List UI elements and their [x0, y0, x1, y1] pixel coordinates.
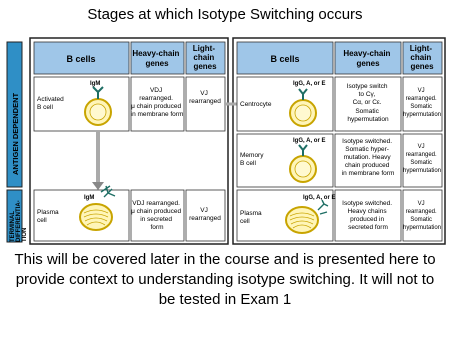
right-row3-light-line: hypermutation: [402, 225, 442, 231]
left-row1-light-line: VJ: [200, 90, 208, 97]
left-row1-heavy-line: in membrane form: [130, 111, 184, 118]
right-row1-heavy-line: to Cγ,: [358, 91, 376, 98]
right-row2-light-line: VJ: [417, 144, 425, 150]
right-row1-light-line: hypermutation: [402, 112, 442, 118]
right-row3-label-line: cell: [240, 218, 250, 225]
left-header-light-line: Light-: [192, 44, 215, 53]
right-row1-heavy-line: Isotype switch: [346, 83, 388, 90]
right-row2-heavy-text: [342, 138, 395, 177]
right-row2-ig: IgG, A, or E: [293, 138, 326, 144]
left-header-light-line: genes: [193, 62, 217, 71]
left-row1-heavy-line: rearranged.: [139, 95, 173, 102]
left-header-light-label: [193, 44, 217, 71]
left-row1-heavy-line: VDJ: [149, 87, 163, 94]
right-row1-label: Centrocyte: [240, 101, 272, 108]
right-row3-light-line: Somatic: [410, 217, 433, 223]
right-row3-heavy-line: secreted form: [348, 224, 388, 231]
right-row1-light-line: rearranged.: [405, 96, 437, 102]
left-row2-label-line: Plasma: [37, 209, 59, 216]
caption-note: This will be covered later in the course and is presented here to provide context to understanding isotype switching. It will not to be tested in Exam 1: [14, 251, 436, 308]
left-row1-heavy-line: μ chain produced: [131, 103, 182, 110]
phase-label-antigen-dependent: ANTIGEN DEPENDENT: [11, 92, 20, 175]
right-row3-light-line: rearranged.: [405, 209, 437, 215]
right-row3-label-line: Plasma: [240, 210, 262, 217]
right-header-cells-label: B cells: [270, 54, 300, 64]
left-row2-light-line: rearranged: [189, 215, 221, 222]
right-row1-light-line: VJ: [417, 88, 425, 94]
right-row1-heavy-line: Somatic: [355, 108, 379, 115]
right-header-light-label: [410, 44, 434, 71]
right-row1-heavy-line: Cα, or Cε.: [352, 99, 382, 106]
right-row3-heavy-line: Heavy chains: [347, 208, 387, 215]
right-header-heavy-line: Heavy-chain: [343, 49, 391, 58]
left-row2-light-line: VJ: [200, 207, 208, 214]
right-row2-heavy-line: Isotype switched.: [342, 138, 393, 145]
left-row2-heavy-line: μ chain produced: [131, 208, 182, 215]
right-header-light-line: Light-: [409, 44, 432, 53]
right-header-light-line: chain: [410, 53, 432, 62]
left-row2-heavy-line: form: [150, 224, 164, 231]
phase-label-terminal-line: DIFFERENTIA-: [16, 200, 22, 242]
right-row3-light: [403, 190, 442, 241]
right-row2-label-line: Memory: [240, 152, 264, 159]
left-header-light-line: chain: [193, 53, 215, 62]
left-row2-label-line: cell: [37, 217, 47, 224]
left-row1-label-line: Activated: [37, 96, 64, 103]
right-row1-heavy-line: hypermutation: [347, 116, 389, 123]
right-row1-heavy-text: [347, 83, 390, 123]
right-header-heavy-line: genes: [356, 59, 380, 68]
right-row1-light-line: Somatic: [410, 104, 433, 110]
right-row2-light-line: hypermutation: [402, 168, 442, 174]
phase-label-terminal-line: TION: [22, 227, 28, 242]
left-row1-ig: IgM: [90, 81, 101, 87]
right-row1-ig: IgG, A, or E: [293, 81, 326, 87]
left-row2-heavy-line: in secreted: [140, 216, 172, 223]
page-title: Stages at which Isotype Switching occurs: [87, 6, 363, 23]
right-row2-light-line: Somatic: [410, 160, 433, 166]
left-row2-ig: IgM: [84, 195, 95, 201]
right-row3-heavy-line: Isotype switched.: [342, 200, 393, 207]
right-row2-heavy-line: Somatic hyper-: [345, 146, 389, 153]
left-row2-heavy-line: VDJ rearranged.: [132, 200, 180, 207]
right-row2-light-line: rearranged.: [405, 152, 437, 158]
right-row2-label-line: B cell: [240, 160, 256, 167]
right-header-heavy: [335, 42, 401, 74]
left-row1-label-line: B cell: [37, 104, 53, 111]
left-header-heavy-line: genes: [145, 59, 169, 68]
right-row2-heavy-line: chain produced: [344, 162, 390, 169]
right-row2-heavy-line: in membrane form: [341, 170, 395, 177]
phase-label-terminal-line: TERMINAL: [10, 211, 16, 242]
right-row3-heavy-line: produced in: [350, 216, 385, 223]
left-row1-light-line: rearranged: [189, 98, 221, 105]
right-row3-light-line: VJ: [417, 201, 425, 207]
left-header-heavy-line: Heavy-chain: [132, 49, 180, 58]
left-header-cells-label: B cells: [66, 54, 96, 64]
left-header-heavy: [131, 42, 184, 74]
right-row3-ig: IgG, A, or E: [303, 195, 336, 201]
right-header-light-line: genes: [410, 62, 434, 71]
right-row2-heavy-line: mutation. Heavy: [343, 154, 391, 161]
